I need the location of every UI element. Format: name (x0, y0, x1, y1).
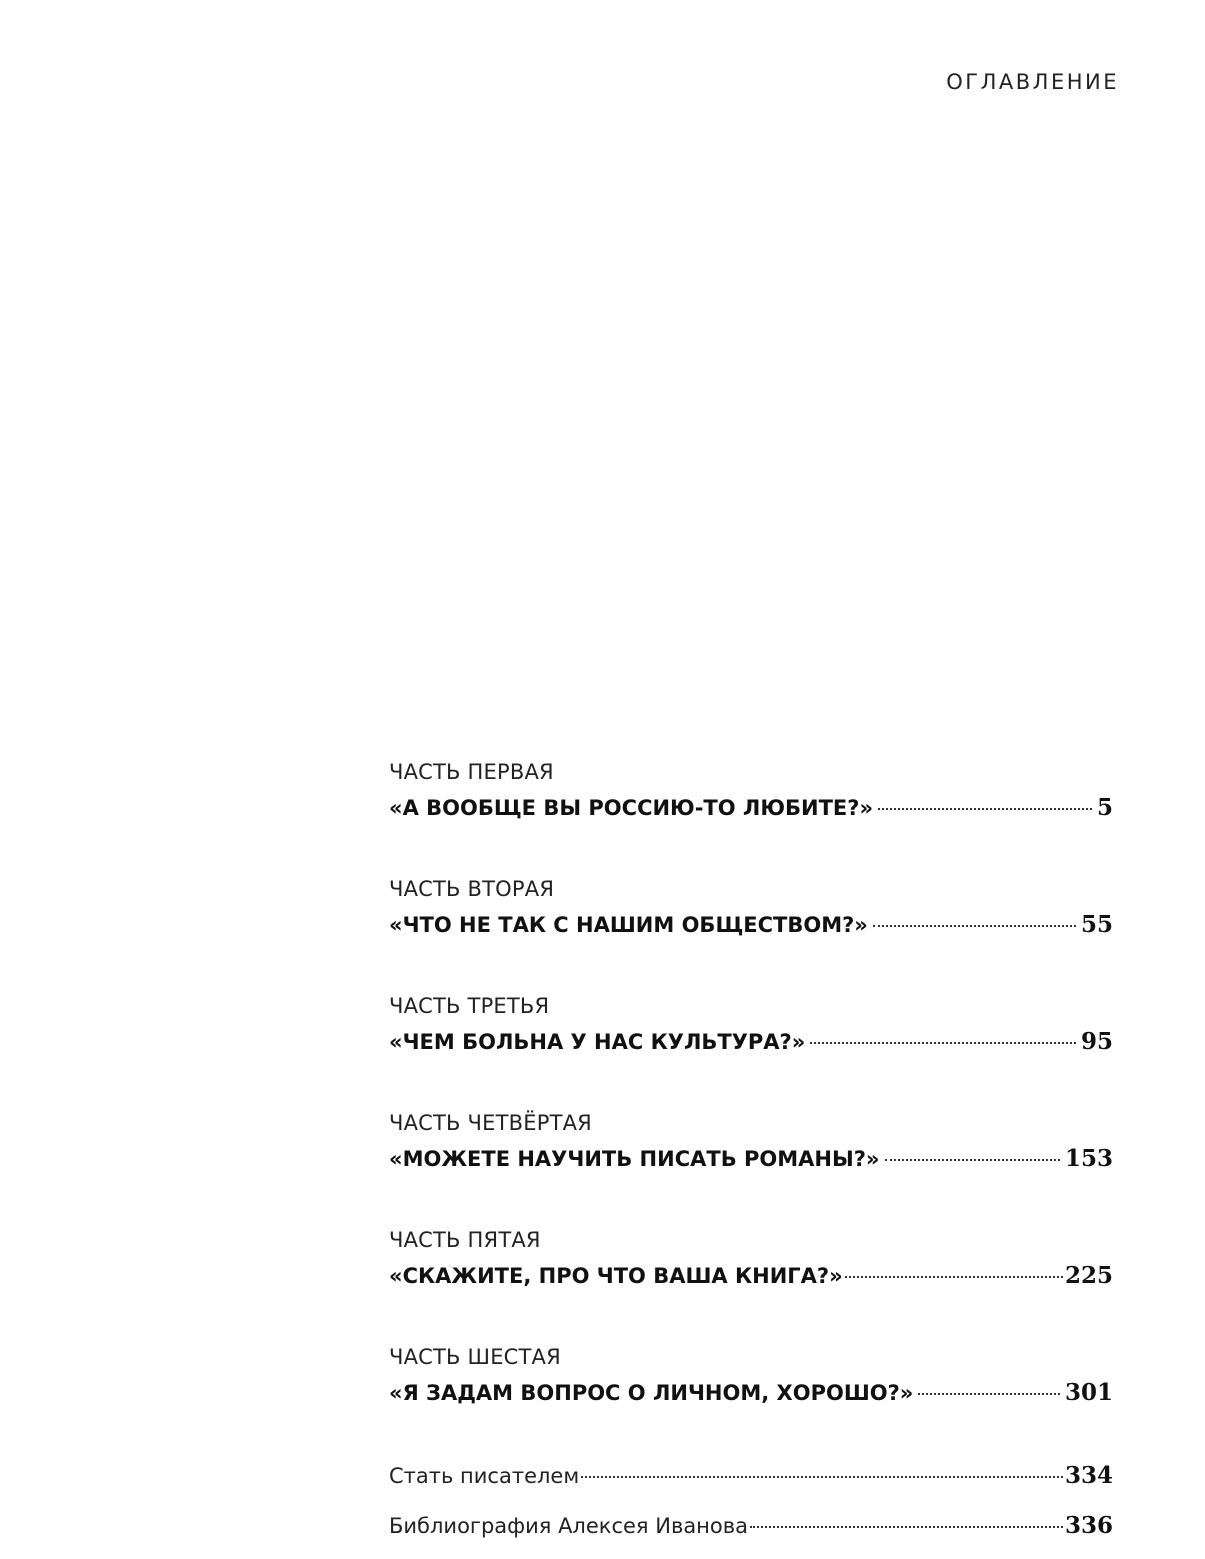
dot-leader (873, 925, 1076, 927)
page-number: 55 (1080, 911, 1113, 938)
entry-title: Библиография Алексея Иванова (389, 1514, 749, 1538)
toc-part-4 (389, 1108, 1113, 1176)
page-number: 153 (1064, 1145, 1113, 1172)
entry-title: «МОЖЕТЕ НАУЧИТЬ ПИСАТЬ РОМАНЫ?» (389, 1147, 880, 1171)
toc-part-6 (389, 1342, 1113, 1410)
toc-part-1 (389, 757, 1113, 825)
page-title: ОГЛАВЛЕНИЕ (946, 70, 1119, 94)
toc-part-2 (389, 874, 1113, 942)
toc-entry[interactable] (389, 1376, 1113, 1410)
entry-title: «СКАЖИТЕ, ПРО ЧТО ВАША КНИГА?» (389, 1264, 843, 1288)
part-label: ЧАСТЬ ПЯТАЯ (389, 1228, 541, 1252)
toc-entry[interactable] (389, 1142, 1113, 1176)
dot-leader (581, 1476, 1063, 1478)
toc-entry[interactable] (389, 1025, 1113, 1059)
part-label: ЧАСТЬ ЧЕТВЁРТАЯ (389, 1111, 592, 1135)
dot-leader (845, 1276, 1063, 1278)
page-number: 336 (1064, 1512, 1113, 1539)
dot-leader (878, 808, 1092, 810)
page-number: 301 (1064, 1379, 1113, 1406)
page-number: 5 (1096, 794, 1113, 821)
toc-entry[interactable] (389, 1509, 1113, 1543)
toc-entry[interactable] (389, 908, 1113, 942)
part-label: ЧАСТЬ ШЕСТАЯ (389, 1345, 561, 1369)
toc-part-3 (389, 991, 1113, 1059)
part-label: ЧАСТЬ ВТОРАЯ (389, 877, 555, 901)
dot-leader (750, 1526, 1063, 1528)
page-number: 95 (1080, 1028, 1113, 1055)
toc-extras (389, 1459, 1113, 1543)
part-label: ЧАСТЬ ТРЕТЬЯ (389, 994, 550, 1018)
page-number: 334 (1064, 1462, 1113, 1489)
dot-leader (810, 1042, 1076, 1044)
entry-title: «Я ЗАДАМ ВОПРОС О ЛИЧНОМ, ХОРОШО?» (389, 1381, 914, 1405)
entry-title: «ЧТО НЕ ТАК С НАШИМ ОБЩЕСТВОМ?» (389, 913, 868, 937)
toc-part-5 (389, 1225, 1113, 1293)
table-of-contents (389, 757, 1113, 1559)
page-number: 225 (1064, 1262, 1113, 1289)
part-label: ЧАСТЬ ПЕРВАЯ (389, 760, 554, 784)
toc-entry[interactable] (389, 791, 1113, 825)
entry-title: Стать писателем (389, 1464, 580, 1488)
entry-title: «А ВООБЩЕ ВЫ РОССИЮ-ТО ЛЮБИТЕ?» (389, 796, 874, 820)
toc-entry[interactable] (389, 1459, 1113, 1493)
dot-leader (918, 1393, 1060, 1395)
entry-title: «ЧЕМ БОЛЬНА У НАС КУЛЬТУРА?» (389, 1030, 806, 1054)
toc-entry[interactable] (389, 1259, 1113, 1293)
dot-leader (885, 1159, 1060, 1161)
